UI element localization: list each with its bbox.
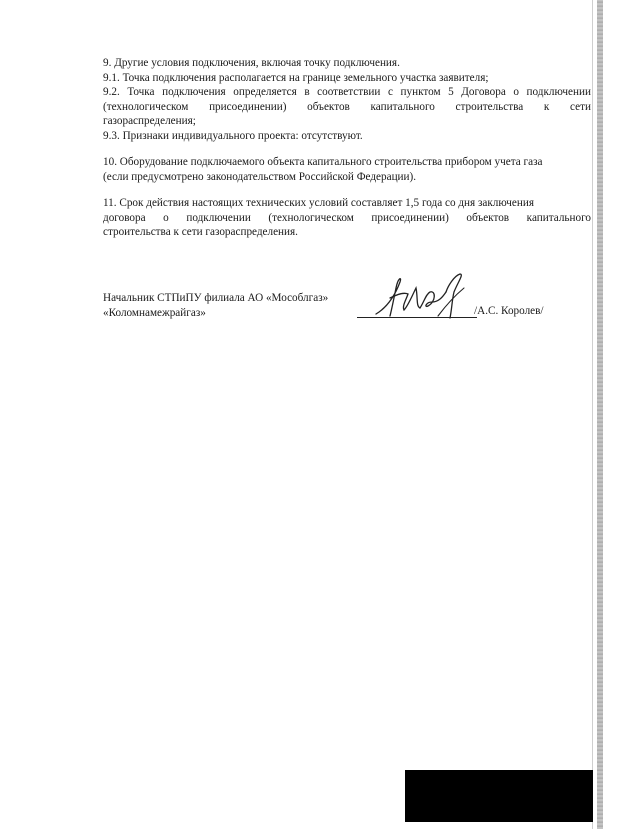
signatory-title	[103, 291, 328, 320]
signatory-title-line-1: Начальник СТПиПУ филиала АО «Мособлгаз»	[103, 292, 329, 304]
signatory-name: /А.С. Королев/	[474, 305, 544, 317]
section-10-line-1: 10. Оборудование подключаемого объекта капитального строительства прибором учета газа	[103, 156, 543, 168]
section-9-1: 9.1. Точка подключения располагается на границе земельного участка заявителя;	[103, 71, 489, 84]
section-11-line-1: 11. Срок действия настоящих технических условий составляет 1,5 года со дня заключения	[103, 197, 535, 209]
section-11-line-3: строительства к сети газораспределения.	[103, 226, 298, 238]
section-10	[103, 155, 591, 184]
section-11-line-2: договора о подключении (технологическом присоединении) объектов капитального	[103, 211, 591, 224]
scan-edge-strip	[597, 0, 603, 829]
scan-edge-line	[592, 0, 593, 829]
signature-line	[357, 317, 477, 318]
section-9-2-line-1: 9.2. Точка подключения определяется в соответствии с пунктом 5 Договора о подключении	[103, 86, 591, 98]
section-9-heading: 9. Другие условия подключения, включая точку подключения.	[103, 57, 400, 69]
redaction-block	[405, 770, 593, 822]
section-9-2-line-2: (технологическом присоединении) объектов капитального строительства к сети	[103, 100, 591, 113]
section-9	[103, 56, 591, 143]
section-10-line-2: (если предусмотрено законодательством Российской Федерации).	[103, 170, 417, 183]
section-9-2-line-3: газораспределения;	[103, 115, 196, 127]
section-11	[103, 196, 591, 240]
handwritten-signature	[368, 268, 478, 323]
section-9-3: 9.3. Признаки индивидуального проекта: отсутствуют.	[103, 129, 363, 142]
signatory-title-line-2: «Коломнамежрайгаз»	[103, 306, 206, 319]
